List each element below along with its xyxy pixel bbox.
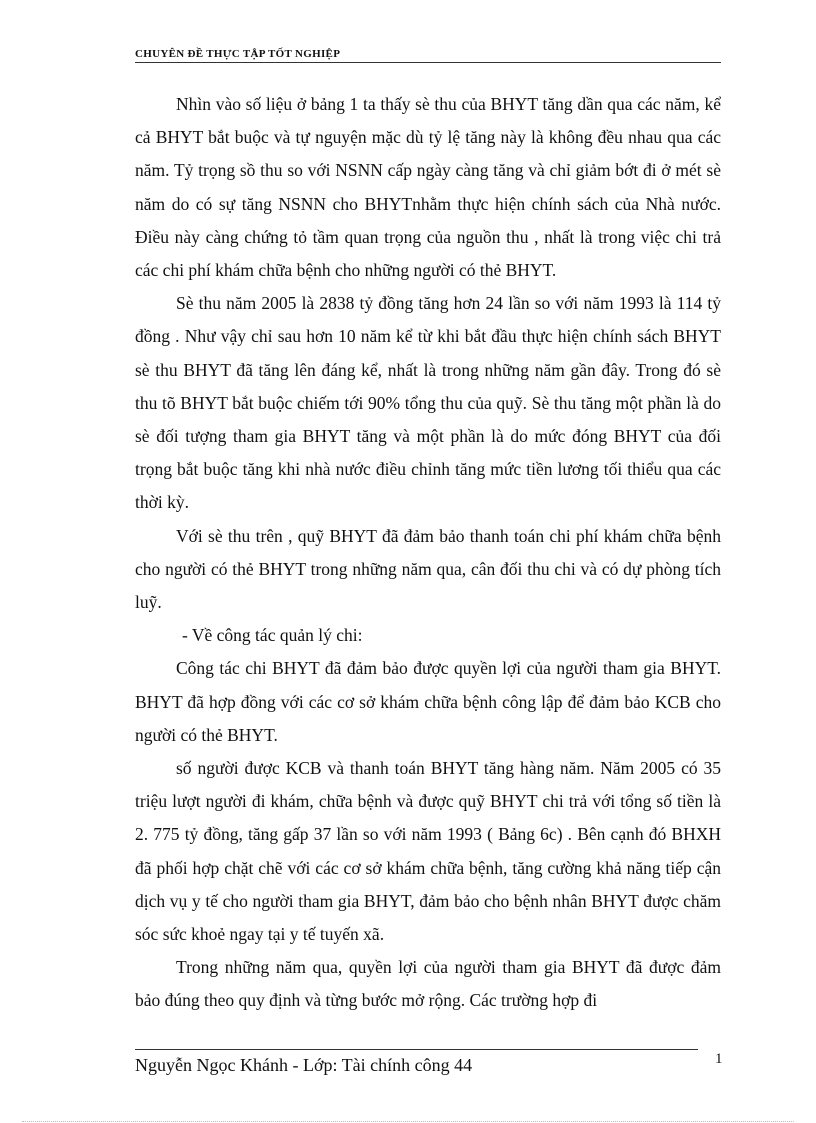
page-number: 1 bbox=[715, 1051, 723, 1067]
paragraph-2: Sè thu năm 2005 là 2838 tỷ đồng tăng hơn 24 lần so với năm 1993 là 114 tỷ đồng . Như vậy chỉ sau hơn 10 năm kể từ khi bắt đầu thực hiện chính sách BHYT sè thu BHYT đã tăng lên đáng kể, nhất là trong những năm gần đây. Trong đó sè thu tõ BHYT bắt buộc chiếm tới 90% tổng thu của quỹ. Sè thu tăng một phần là do sè đối tượng tham gia BHYT tăng và một phần là do mức đóng BHYT của đối trọng bắt buộc tăng khi nhà nước điều chỉnh tăng mức tiền lương tối thiểu qua các thời kỳ. bbox=[135, 293, 721, 513]
page-header: CHUYÊN ĐỀ THỰC TẬP TỐT NGHIỆP bbox=[135, 48, 721, 63]
footer-author: Nguyễn Ngọc Khánh - Lớp: Tài chính công 44 bbox=[135, 1055, 473, 1075]
footer-divider bbox=[135, 1049, 698, 1050]
paragraph-5: số người được KCB và thanh toán BHYT tăng hàng năm. Năm 2005 có 35 triệu lượt người đi khám, chữa bệnh và được quỹ BHYT chi trả với tổng số tiền là 2. 775 tỷ đồng, tăng gấp 37 lần so với năm 1993 ( Bảng 6c) . Bên cạnh đó BHXH đã phối hợp chặt chẽ với các cơ sở khám chữa bệnh, tăng cường khả năng tiếp cận dịch vụ y tế cho người tham gia BHYT, đảm bảo cho bệnh nhân BHYT được chăm sóc sức khoẻ ngay tại y tế tuyến xã. bbox=[135, 758, 721, 945]
paragraph-6: Trong những năm qua, quyền lợi của người tham gia BHYT đã được đảm bảo đúng theo quy định và từng bước mở rộng. Các trường hợp đi bbox=[135, 957, 721, 1011]
body-text bbox=[135, 88, 721, 1018]
section-heading-expenditure: - Về công tác quản lý chi: bbox=[182, 625, 363, 646]
page-boundary bbox=[22, 1121, 794, 1122]
paragraph-1: Nhìn vào số liệu ở bảng 1 ta thấy sè thu của BHYT tăng dần qua các năm, kể cả BHYT bắt buộc và tự nguyện mặc dù tỷ lệ tăng này là không đều nhau qua các năm. Tỷ trọng sồ thu so với NSNN cấp ngày càng tăng và chỉ giảm bớt đi ở mét sè năm do có sự tăng NSNN cho BHYTnhằm thực hiện chính sách của Nhà nước. Điều này càng chứng tỏ tầm quan trọng của nguồn thu , nhất là trong việc chi trả các chi phí khám chữa bệnh cho những người có thẻ BHYT. bbox=[135, 94, 721, 281]
paragraph-4: Công tác chi BHYT đã đảm bảo được quyền lợi của người tham gia BHYT. BHYT đã hợp đồng với các cơ sở khám chữa bệnh công lập để đảm bảo KCB cho người có thẻ BHYT. bbox=[135, 658, 721, 745]
paragraph-3: Với sè thu trên , quỹ BHYT đã đảm bảo thanh toán chi phí khám chữa bệnh cho người có thẻ BHYT trong những năm qua, cân đối thu chi và có dự phòng tích luỹ. bbox=[135, 525, 721, 613]
